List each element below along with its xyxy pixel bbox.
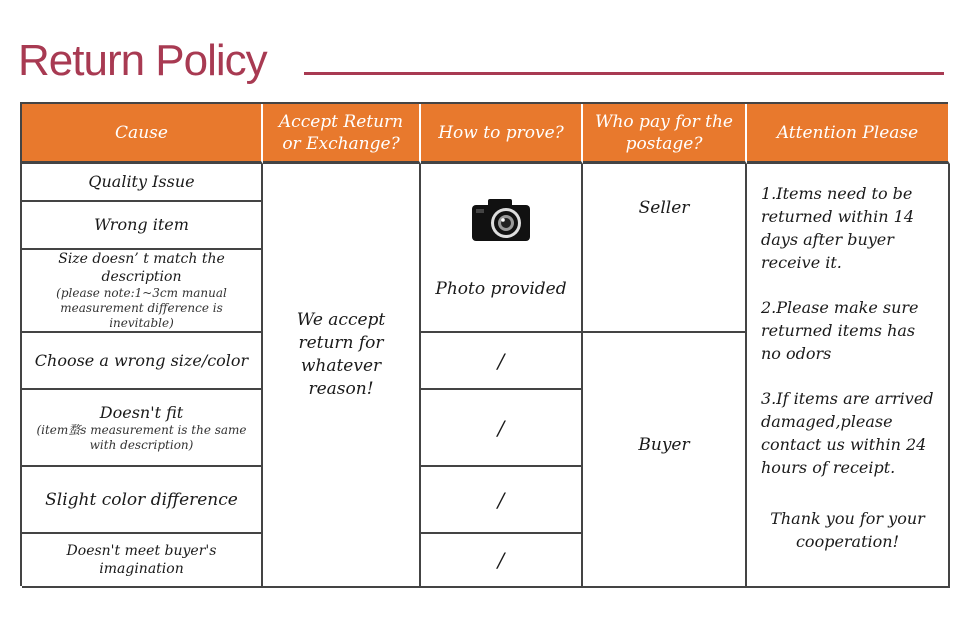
prove-none-2: /	[421, 390, 583, 467]
page-title: Return Policy	[18, 36, 267, 85]
cause-size-mismatch-label: Size doesn’ t match the description	[58, 251, 225, 285]
prove-photo-cell	[421, 164, 583, 333]
prove-photo-label: Photo provided	[435, 278, 567, 299]
postage-seller-label: Seller	[638, 197, 690, 218]
cause-quality-issue: Quality Issue	[22, 164, 263, 202]
cause-doesnt-fit	[22, 390, 263, 467]
attention-notes	[747, 164, 950, 588]
accept-return-label: We accept return for whatever reason!	[296, 310, 386, 399]
cause-imagination: Doesn't meet buyer's imagination	[22, 534, 263, 588]
postage-buyer	[583, 333, 747, 588]
prove-none-4: /	[421, 534, 583, 588]
cause-size-mismatch	[22, 250, 263, 333]
header-prove: How to prove?	[421, 104, 583, 164]
cause-size-note: (please note:1~3cm manual measurement difference is inevitable)	[56, 286, 227, 330]
title-divider	[304, 72, 944, 75]
prove-none-1: /	[421, 333, 583, 390]
attention-item-3: 3.If items are arrived damaged,please contact us within 24 hours of receipt.	[761, 389, 934, 477]
header-cause: Cause	[22, 104, 263, 164]
attention-item-2: 2.Please make sure returned items has no odors	[761, 298, 919, 363]
attention-thanks: Thank you for your cooperation!	[770, 509, 925, 551]
cause-doesnt-fit-note: (item蝥s measurement is the same with description)	[36, 422, 247, 452]
cause-wrong-size-color: Choose a wrong size/color	[22, 333, 263, 390]
attention-item-1: 1.Items need to be returned within 14 days after buyer receive it.	[761, 184, 915, 272]
header-attention: Attention Please	[747, 104, 950, 164]
cause-color-difference: Slight color difference	[22, 467, 263, 534]
header-accept: Accept Return or Exchange?	[263, 104, 421, 164]
postage-buyer-label: Buyer	[638, 434, 690, 455]
cause-doesnt-fit-label: Doesn't fit	[99, 402, 184, 422]
accept-return-text	[263, 164, 421, 588]
camera-icon	[470, 197, 532, 243]
return-policy-table	[20, 102, 948, 586]
cause-wrong-item: Wrong item	[22, 202, 263, 250]
postage-seller	[583, 164, 747, 333]
header-postage: Who pay for the postage?	[583, 104, 747, 164]
prove-none-3: /	[421, 467, 583, 534]
